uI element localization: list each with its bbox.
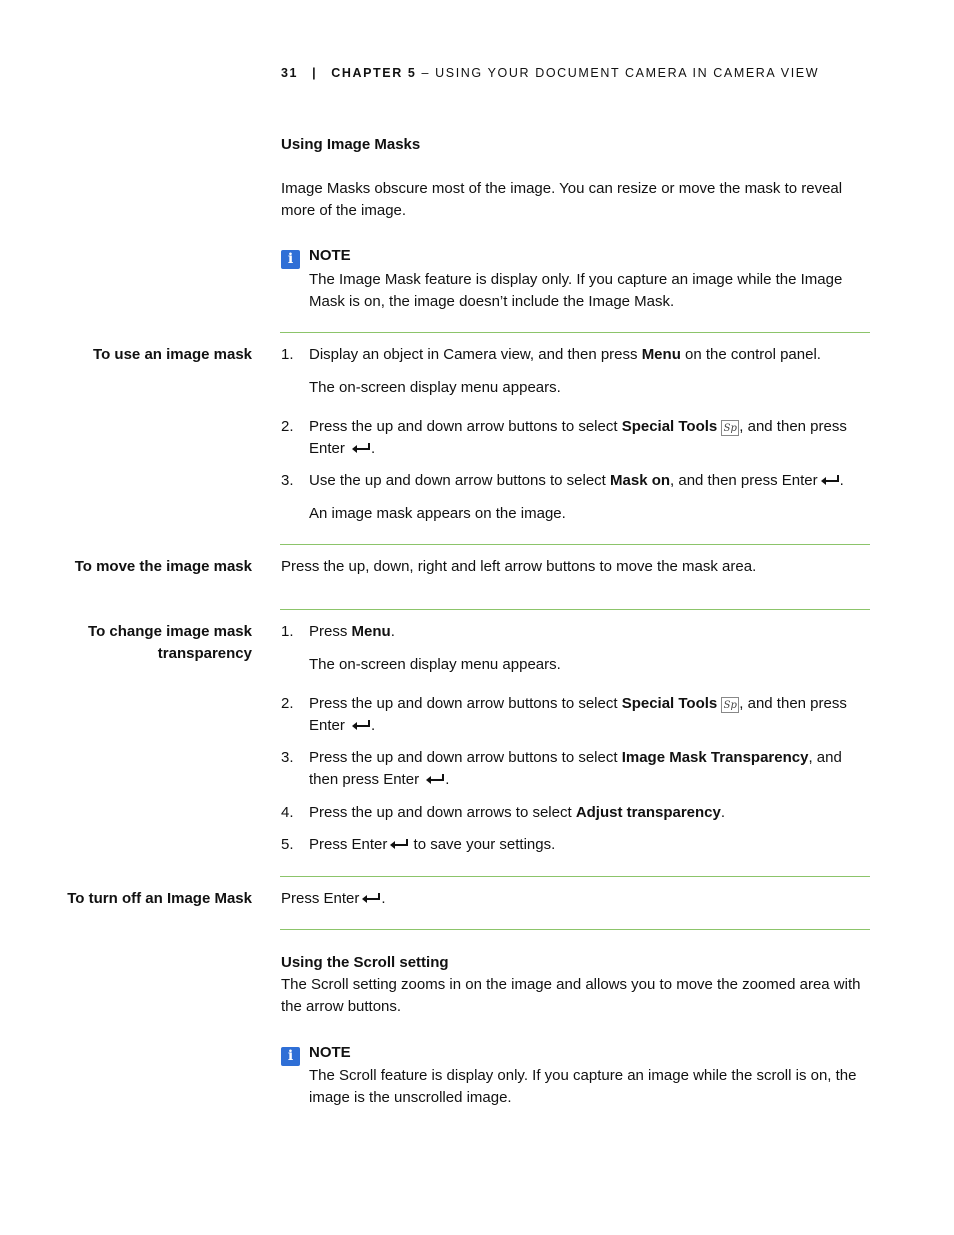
step-text — [309, 621, 871, 643]
step-text-part: . — [445, 771, 450, 788]
enter-key-icon — [425, 773, 445, 785]
chapter-title: – USING YOUR DOCUMENT CAMERA IN CAMERA VIEW — [421, 66, 820, 80]
procedure-label-change-transparency — [32, 621, 252, 665]
label-line: To change image mask — [88, 623, 252, 640]
step-text-part: . — [381, 890, 386, 907]
enter-key-icon — [351, 719, 371, 731]
step-text-part: Display an object in Camera view, and then press — [309, 346, 642, 363]
ui-term: Special Tools — [621, 695, 718, 712]
step-text — [309, 747, 871, 791]
info-icon: i — [281, 250, 300, 269]
step-number: 3. — [281, 472, 294, 489]
step-text — [309, 693, 871, 737]
step-text-part: . — [371, 440, 376, 457]
ui-term: Mask on — [610, 472, 671, 489]
step-text-part: Press the up and down arrow buttons to select — [309, 418, 622, 435]
note-text: The Image Mask feature is display only. If you capture an image while the Image Mask is on, the image doesn’t include the Image Mask. — [309, 271, 843, 310]
procedure-label-turn-off: To turn off an Image Mask — [67, 890, 252, 907]
step-text — [309, 344, 871, 366]
step-result: The on-screen display menu appears. — [309, 379, 561, 396]
procedure-label-move-mask: To move the image mask — [74, 558, 252, 575]
ui-term: Adjust transparency — [575, 804, 721, 821]
step-text-part: Press the up and down arrows to select — [309, 804, 576, 821]
chapter-label: CHAPTER 5 — [331, 66, 417, 80]
divider — [280, 876, 870, 877]
divider — [280, 544, 870, 545]
ui-term: Special Tools — [621, 418, 718, 435]
header-separator: | — [312, 66, 318, 80]
step-result: The on-screen display menu appears. — [309, 656, 561, 673]
ui-term: Menu — [351, 623, 391, 640]
step-text-part: Press — [309, 623, 352, 640]
step-number: 3. — [281, 749, 294, 766]
ui-term: Menu — [641, 346, 681, 363]
scroll-intro: The Scroll setting zooms in on the image and allows you to move the zoomed area with the arrow buttons. — [281, 976, 861, 1015]
step-number: 4. — [281, 804, 294, 821]
enter-key-icon — [361, 892, 381, 904]
divider — [280, 609, 870, 610]
special-tools-icon: Sp — [721, 420, 739, 436]
step-number: 2. — [281, 418, 294, 435]
running-header — [281, 64, 819, 82]
divider — [280, 332, 870, 333]
step-text-part: , and then press Enter — [309, 749, 842, 788]
step-text-part: Press the up and down arrow buttons to select — [309, 749, 622, 766]
step-text-part: . — [720, 804, 726, 821]
step-text — [309, 802, 871, 824]
step-text-part: . — [390, 623, 395, 640]
divider — [280, 929, 870, 930]
step-text-part: , and then press Enter — [309, 695, 847, 734]
step-text — [309, 416, 871, 460]
procedure-text — [281, 888, 871, 910]
step-number: 5. — [281, 836, 294, 853]
step-number: 1. — [281, 346, 294, 363]
enter-key-icon — [351, 442, 371, 454]
step-text-part: Press Enter — [281, 890, 360, 907]
step-text-part: , and then press Enter — [670, 472, 818, 489]
step-number: 1. — [281, 623, 294, 640]
section-heading-scroll: Using the Scroll setting — [281, 954, 449, 971]
ui-term: Image Mask Transparency — [621, 749, 809, 766]
step-text-part: Use the up and down arrow buttons to select — [309, 472, 611, 489]
step-text — [309, 834, 871, 856]
note-title: NOTE — [309, 247, 351, 264]
step-text-part: Press Enter — [309, 836, 388, 853]
image-masks-intro: Image Masks obscure most of the image. You can resize or move the mask to reveal more of the image. — [281, 180, 843, 219]
step-number: 2. — [281, 695, 294, 712]
special-tools-icon: Sp — [721, 697, 739, 713]
step-text-part: Press the up and down arrow buttons to select — [309, 695, 622, 712]
procedure-text: Press the up, down, right and left arrow buttons to move the mask area. — [281, 558, 757, 575]
info-icon: i — [281, 1047, 300, 1066]
step-text-part: to save your settings. — [409, 836, 556, 853]
step-text-part: , and then press Enter — [309, 418, 847, 457]
label-line: transparency — [157, 645, 252, 662]
page-number: 31 — [281, 66, 299, 80]
step-text-part: on the control panel. — [680, 346, 821, 363]
procedure-label-use-mask: To use an image mask — [93, 346, 252, 363]
section-heading-image-masks: Using Image Masks — [281, 136, 421, 153]
note-text: The Scroll feature is display only. If you capture an image while the scroll is on, the image is the unscrolled image. — [309, 1067, 857, 1106]
step-text — [309, 470, 871, 492]
step-result: An image mask appears on the image. — [309, 505, 566, 522]
step-text-part: . — [371, 717, 376, 734]
enter-key-icon — [820, 474, 840, 486]
step-text-part: . — [839, 472, 844, 489]
enter-key-icon — [389, 838, 409, 850]
note-title: NOTE — [309, 1044, 351, 1061]
